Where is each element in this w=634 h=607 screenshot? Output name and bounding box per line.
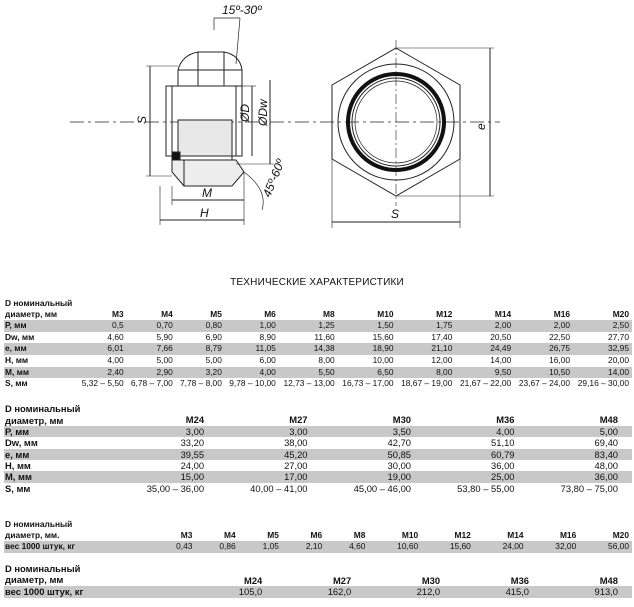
size-cell: M10 [377,308,394,319]
value-cell: 29,16 – 30,00 [577,378,629,389]
value-cell: 11,60 [314,331,335,342]
table-row [4,483,632,494]
size-cell: M8 [323,308,335,319]
value-cell: 0,86 [195,541,238,553]
weight-table-small [4,518,632,553]
value-cell: 83,40 [529,449,633,460]
value-cell: 0,80 [176,320,225,332]
value-cell: 33,20 [180,437,205,449]
value-cell: 8,79 [176,343,225,355]
value-cell: 10,50 [514,367,573,379]
spec-table-large [4,403,632,494]
value-cell: 5,00 [156,354,173,365]
size-cell: M3 [112,308,124,319]
value-cell: 6,00 [259,354,276,365]
row-label: вес 1000 штук, кг [4,541,152,553]
value-cell: 5,00 [529,426,633,437]
value-cell: 27,00 [284,460,308,472]
dim-S-bottom-label: S [391,207,400,221]
value-cell: 8,00 [318,354,335,365]
value-cell: 18,90 [338,343,397,355]
value-cell: 3,50 [322,426,425,437]
table-header-line [4,403,632,414]
row-label: M, мм [4,367,78,379]
size-cell: M6 [264,308,276,319]
size-cell: M3 [180,529,193,540]
table-row [4,378,632,390]
value-cell: 5,50 [279,367,338,379]
table-row [4,332,632,344]
value-cell: 5,90 [156,331,173,342]
angle-side-label: 45º-60º [259,157,288,200]
header-label: диаметр, мм [5,309,58,320]
row-label: H, мм [5,354,29,365]
table-header-line [4,518,632,530]
table-header-row [4,414,632,425]
value-cell: 27,70 [608,331,629,342]
value-cell: 51,10 [491,437,515,449]
size-cell: M4 [161,308,173,319]
value-cell: 45,00 – 46,00 [353,482,412,494]
row-label: e, мм [4,343,78,355]
value-cell: 3,00 [115,426,218,437]
size-cell: M30 [392,414,412,426]
value-cell: 4,00 [425,426,528,437]
value-cell: 20,50 [490,331,512,342]
dim-e-label: e [474,123,488,130]
table-header-row [4,575,632,587]
value-cell: 1,05 [239,541,282,553]
size-cell: M14 [507,529,524,540]
value-cell: 0,5 [78,320,127,332]
row-label: M, мм [4,471,115,482]
value-cell: 0,70 [127,320,176,332]
table-row [4,471,632,482]
value-cell: 212,0 [365,586,454,598]
table-row [4,586,632,598]
value-cell: 25,00 [425,471,528,482]
value-cell: 36,00 [491,460,515,472]
nut-technical-drawing [0,0,634,270]
dim-D-label: ØD [238,104,252,122]
angle-top-label: 15º-30º [222,3,262,17]
value-cell: 53,80 – 55,00 [457,482,515,494]
table-row [4,320,632,332]
value-cell: 22,50 [549,331,571,342]
row-label: P, мм [4,426,115,437]
value-cell: 2,40 [78,367,127,379]
dim-Dw-label: ØDw [256,99,270,126]
value-cell: 4,00 [107,354,124,365]
row-label: вес 1000 штук, кг [4,586,187,598]
table-row [4,437,632,448]
value-cell: 105,0 [187,586,276,598]
value-cell: 26,75 [514,343,573,355]
table-header-row [4,309,632,321]
value-cell: 1,25 [279,320,338,332]
value-cell: 12,00 [431,354,453,365]
value-cell: 1,00 [225,320,279,332]
size-cell: M48 [599,574,618,586]
value-cell: 4,60 [107,331,124,342]
value-cell: 6,90 [205,331,222,342]
value-cell: 6,01 [78,343,127,355]
value-cell: 10,00 [372,354,394,365]
value-cell: 48,00 [594,460,618,472]
value-cell: 50,85 [322,449,425,460]
table-row [4,367,632,379]
section-title: ТЕХНИЧЕСКИЕ ХАРАКТЕРИСТИКИ [230,277,404,288]
row-label: S, мм [5,378,28,389]
header-label: диаметр, мм. [5,530,60,541]
table-header-row [4,530,632,542]
value-cell: 45,20 [218,449,321,460]
value-cell: 4,00 [225,367,279,379]
value-cell: 39,55 [115,449,218,460]
value-cell: 162,0 [276,586,365,598]
value-cell: 21,10 [397,343,456,355]
value-cell: 32,95 [573,343,632,355]
value-cell: 16,00 [549,354,571,365]
value-cell: 2,00 [514,320,573,332]
value-cell: 17,00 [218,471,321,482]
value-cell: 5,32 – 5,50 [81,378,124,389]
value-cell: 12,73 – 13,00 [283,378,335,389]
value-cell: 15,60 [372,331,394,342]
table-row [4,343,632,355]
value-cell: 35,00 – 36,00 [146,482,205,494]
size-cell: M24 [244,574,263,586]
table-header-line [4,297,632,309]
size-cell: M30 [421,574,441,586]
header-label: D номинальный [5,562,81,574]
value-cell: 21,67 – 22,00 [459,378,512,389]
value-cell: 40,00 – 41,00 [250,482,308,494]
value-cell: 56,00 [579,541,632,553]
size-cell: M12 [454,529,471,540]
row-label: S, мм [5,482,31,494]
value-cell: 415,0 [454,586,543,598]
row-label: e, мм [4,449,115,460]
value-cell: 16,73 – 17,00 [342,378,394,389]
size-cell: M6 [310,529,323,540]
header-label: D номинальный [5,403,81,415]
value-cell: 60,79 [425,449,528,460]
value-cell: 14,00 [490,354,512,365]
size-cell: M5 [210,308,222,319]
size-cell: M27 [332,574,352,586]
table-row [4,460,632,471]
size-cell: M14 [494,308,512,319]
size-cell: M16 [553,308,571,319]
size-cell: M10 [401,529,419,540]
table-row [4,355,632,367]
value-cell: 2,00 [455,320,514,332]
value-cell: 0,43 [152,541,195,553]
value-cell: 5,00 [205,354,222,365]
value-cell: 14,38 [279,343,338,355]
value-cell: 15,00 [115,471,218,482]
table-row [4,541,632,553]
value-cell: 24,49 [455,343,514,355]
value-cell: 11,05 [225,343,279,355]
value-cell: 17,40 [431,331,453,342]
size-cell: M20 [612,308,629,319]
value-cell: 3,00 [218,426,321,437]
value-cell: 9,50 [455,367,514,379]
size-cell: M12 [436,308,453,319]
value-cell: 2,90 [127,367,176,379]
size-cell: M4 [224,529,236,540]
row-label: P, мм [4,320,78,332]
size-cell: M48 [599,414,618,426]
header-label: диаметр, мм [5,574,64,586]
weight-table-large [4,563,632,598]
header-label: D номинальный [5,518,73,529]
spec-table-small [4,297,632,390]
table-row [4,449,632,460]
size-cell: M36 [496,414,515,426]
value-cell: 2,50 [573,320,632,332]
value-cell: 24,00 [474,541,527,553]
value-cell: 8,90 [259,331,276,342]
value-cell: 9,78 – 10,00 [229,378,276,389]
value-cell: 18,67 – 19,00 [401,378,453,389]
value-cell: 10,60 [368,541,421,553]
value-cell: 73,80 – 75,00 [560,482,618,494]
value-cell: 913,0 [543,586,632,598]
value-cell: 3,20 [176,367,225,379]
value-cell: 19,00 [322,471,425,482]
value-cell: 7,66 [127,343,176,355]
header-label: диаметр, мм [5,414,64,426]
size-cell: M24 [185,414,205,426]
value-cell: 36,00 [529,471,633,482]
value-cell: 8,00 [397,367,456,379]
value-cell: 42,70 [387,437,412,449]
size-cell: M8 [353,529,366,540]
value-cell: 1,50 [338,320,397,332]
size-cell: M16 [559,529,577,540]
value-cell: 1,75 [397,320,456,332]
value-cell: 6,78 – 7,00 [130,378,173,389]
value-cell: 20,00 [608,354,629,365]
value-cell: 7,78 – 8,00 [179,378,222,389]
value-cell: 2,10 [282,541,325,553]
value-cell: 4,60 [325,541,368,553]
row-label: Dw, мм [5,437,38,449]
row-label: H, мм [5,460,31,472]
row-label: Dw, мм [5,331,35,342]
dim-M-label: M [202,186,212,200]
value-cell: 69,40 [594,437,618,449]
dim-S-left-label: S [135,115,149,124]
value-cell: 38,00 [284,437,308,449]
header-label: D номинальный [5,297,73,308]
value-cell: 30,00 [387,460,412,472]
value-cell: 14,00 [573,367,632,379]
size-cell: M36 [510,574,530,586]
size-cell: M20 [612,529,629,540]
size-cell: M27 [289,414,308,426]
value-cell: 24,00 [180,460,205,472]
size-cell: M5 [267,529,279,540]
value-cell: 15,60 [421,541,474,553]
value-cell: 23,67 – 24,00 [518,378,571,389]
value-cell: 6,50 [338,367,397,379]
value-cell: 32,00 [527,541,580,553]
table-row [4,426,632,437]
dim-H-label: H [200,206,209,220]
table-header-line [4,563,632,575]
